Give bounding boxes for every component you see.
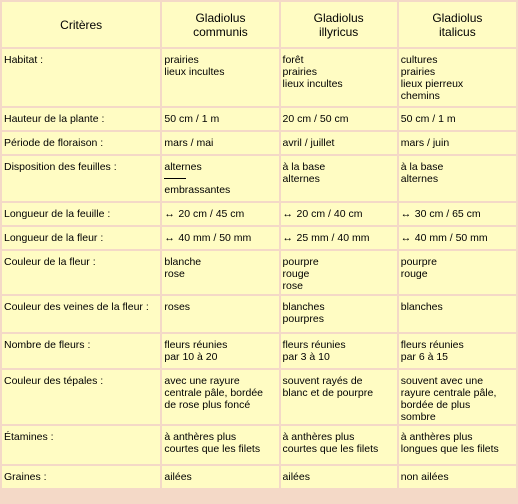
- value-line: prairies: [164, 54, 199, 66]
- value-line: [401, 232, 514, 244]
- value-line: à anthères plus: [400, 431, 473, 443]
- table-row: [2, 251, 516, 294]
- value-line: fleurs réunies: [164, 339, 228, 351]
- value-text: 40 mm / 50 mm: [178, 232, 252, 244]
- criterion-cell: [2, 108, 160, 130]
- criterion-label: Disposition des feuilles :: [4, 161, 117, 173]
- table-row: [2, 426, 516, 464]
- criterion-cell: [2, 251, 160, 294]
- header-gladiolus-italicus: [399, 2, 516, 47]
- value-line: [401, 208, 514, 220]
- value-cell: [281, 334, 397, 368]
- double-arrow-icon: ↔: [164, 208, 175, 220]
- separator-line: [164, 178, 186, 179]
- value-line: [164, 208, 276, 220]
- value-line: pourpres: [282, 313, 324, 325]
- double-arrow-icon: ↔: [164, 232, 175, 244]
- criterion-cell: [2, 203, 160, 225]
- value-line: alternes: [282, 173, 320, 185]
- value-text: 20 cm / 45 cm: [178, 208, 245, 220]
- criterion-label: Longueur de la fleur :: [4, 232, 104, 244]
- criterion-label: Couleur des tépales :: [4, 375, 104, 387]
- value-line: alternes: [164, 161, 202, 173]
- table-row: [2, 334, 516, 368]
- value-line: à la base: [282, 161, 326, 173]
- criterion-label: Nombre de fleurs :: [4, 339, 91, 351]
- criterion-label: Couleur des veines de la fleur :: [4, 301, 149, 313]
- header-genus: Gladiolus: [195, 10, 246, 25]
- value-cell: [399, 227, 516, 249]
- table-header-row: [2, 2, 516, 47]
- value-cell: [162, 156, 278, 201]
- value-line: fleurs réunies: [282, 339, 346, 351]
- value-line: centrale pâle, bordée: [164, 387, 264, 399]
- criterion-label: Étamines :: [4, 431, 54, 443]
- value-line: rouge: [282, 268, 310, 280]
- value-line: pourpre: [282, 256, 319, 268]
- value-line: blanches: [400, 301, 443, 313]
- value-line: [164, 232, 276, 244]
- value-cell: [162, 296, 278, 332]
- value-line: par 6 à 15: [400, 351, 449, 363]
- value-line: lieux pierreux: [400, 78, 464, 90]
- value-cell: [399, 203, 516, 225]
- value-line: à anthères plus: [164, 431, 237, 443]
- value-text: 40 mm / 50 mm: [414, 232, 488, 244]
- value-text: 25 mm / 40 mm: [296, 232, 370, 244]
- value-line: [283, 232, 395, 244]
- value-line: ailées: [164, 471, 192, 483]
- header-genus: Gladiolus: [313, 10, 364, 25]
- value-cell: [281, 156, 397, 201]
- table-row: [2, 203, 516, 225]
- value-line: à la base: [400, 161, 444, 173]
- criterion-cell: [2, 227, 160, 249]
- value-line: à anthères plus: [282, 431, 355, 443]
- value-cell: [399, 334, 516, 368]
- table-row: [2, 370, 516, 424]
- value-line: courtes que les filets: [282, 443, 379, 455]
- value-cell: [162, 203, 278, 225]
- table-row: [2, 132, 516, 154]
- value-line: fleurs réunies: [400, 339, 464, 351]
- criterion-cell: [2, 296, 160, 332]
- value-cell: [399, 370, 516, 424]
- value-cell: [162, 108, 278, 130]
- value-cell: [399, 251, 516, 294]
- criterion-cell: [2, 49, 160, 106]
- value-cell: [281, 251, 397, 294]
- header-genus: Gladiolus: [432, 10, 483, 25]
- criterion-cell: [2, 156, 160, 201]
- double-arrow-icon: ↔: [400, 208, 412, 220]
- value-line: lieux incultes: [282, 78, 343, 90]
- value-line: longues que les filets: [400, 443, 499, 455]
- value-line: courtes que les filets: [164, 443, 261, 455]
- value-line: 50 cm / 1 m: [400, 113, 456, 125]
- value-line: ailées: [282, 471, 310, 483]
- header-species: illyricus: [318, 24, 359, 39]
- table-row: [2, 156, 516, 201]
- value-text: 20 cm / 40 cm: [296, 208, 363, 220]
- value-line: roses: [164, 301, 191, 313]
- table-row: [2, 296, 516, 332]
- value-cell: [162, 466, 278, 488]
- value-line: pourpre: [400, 256, 437, 268]
- value-cell: [399, 132, 516, 154]
- value-cell: [162, 370, 278, 424]
- value-line: alternes: [400, 173, 439, 185]
- criterion-cell: [2, 132, 160, 154]
- criterion-label: Hauteur de la plante :: [4, 113, 105, 125]
- value-line: rayure centrale pâle,: [400, 387, 497, 399]
- criterion-label: Longueur de la feuille :: [4, 208, 111, 220]
- value-line: lieux incultes: [164, 66, 225, 78]
- table-row: [2, 227, 516, 249]
- criterion-cell: [2, 334, 160, 368]
- table-row: [2, 49, 516, 106]
- value-line: rouge: [400, 268, 428, 280]
- value-cell: [281, 108, 397, 130]
- value-cell: [162, 132, 278, 154]
- value-line: bordée de plus: [400, 399, 471, 411]
- value-cell: [281, 466, 397, 488]
- criterion-cell: [2, 370, 160, 424]
- table-row: [2, 466, 516, 488]
- criterion-label: Couleur de la fleur :: [4, 256, 96, 268]
- value-line: souvent rayés de: [282, 375, 363, 387]
- value-cell: [281, 227, 397, 249]
- value-line: mars / juin: [400, 137, 450, 149]
- double-arrow-icon: ↔: [282, 208, 294, 220]
- value-line: cultures: [400, 54, 438, 66]
- value-line: blanc et de pourpre: [282, 387, 374, 399]
- value-line: par 10 à 20: [164, 351, 218, 363]
- value-cell: [162, 227, 278, 249]
- value-cell: [399, 49, 516, 106]
- header-criteria: Critères: [2, 2, 160, 47]
- value-line: mars / mai: [164, 137, 214, 149]
- value-cell: [281, 296, 397, 332]
- value-line: prairies: [400, 66, 436, 78]
- criterion-cell: [2, 426, 160, 464]
- value-cell: [281, 132, 397, 154]
- table-row: [2, 108, 516, 130]
- value-text: 30 cm / 65 cm: [414, 208, 481, 220]
- value-line: [283, 208, 395, 220]
- criterion-label: Habitat :: [4, 54, 44, 66]
- value-line: rose: [164, 268, 185, 280]
- header-gladiolus-communis: [162, 2, 278, 47]
- value-cell: [281, 426, 397, 464]
- value-line: blanche: [164, 256, 202, 268]
- value-line: embrassantes: [164, 184, 231, 196]
- value-line: blanches: [282, 301, 325, 313]
- value-line: rose: [282, 280, 303, 292]
- value-cell: [399, 426, 516, 464]
- value-cell: [399, 156, 516, 201]
- value-cell: [399, 466, 516, 488]
- criterion-label: Graines :: [4, 471, 47, 483]
- value-cell: [281, 49, 397, 106]
- criterion-cell: [2, 466, 160, 488]
- header-species: italicus: [439, 24, 476, 39]
- value-cell: [162, 251, 278, 294]
- value-cell: [399, 296, 516, 332]
- double-arrow-icon: ↔: [282, 232, 294, 244]
- header-species: communis: [193, 24, 248, 39]
- value-line: avril / juillet: [282, 137, 335, 149]
- value-line: 50 cm / 1 m: [164, 113, 220, 125]
- value-cell: [162, 334, 278, 368]
- value-cell: [162, 49, 278, 106]
- value-cell: [162, 426, 278, 464]
- value-cell: [399, 108, 516, 130]
- value-line: souvent avec une: [400, 375, 484, 387]
- value-line: 20 cm / 50 cm: [282, 113, 349, 125]
- value-line: non ailées: [400, 471, 449, 483]
- value-line: avec une rayure: [164, 375, 240, 387]
- criterion-label: Période de floraison :: [4, 137, 104, 149]
- value-line: par 3 à 10: [282, 351, 330, 363]
- value-line: chemins: [400, 90, 440, 102]
- value-cell: [281, 370, 397, 424]
- table-body: [2, 49, 516, 488]
- header-gladiolus-illyricus: [281, 2, 397, 47]
- value-line: prairies: [282, 66, 317, 78]
- value-line: forêt: [282, 54, 304, 66]
- double-arrow-icon: ↔: [400, 232, 412, 244]
- value-line: de rose plus foncé: [164, 399, 251, 411]
- value-cell: [281, 203, 397, 225]
- value-line: sombre: [400, 411, 436, 423]
